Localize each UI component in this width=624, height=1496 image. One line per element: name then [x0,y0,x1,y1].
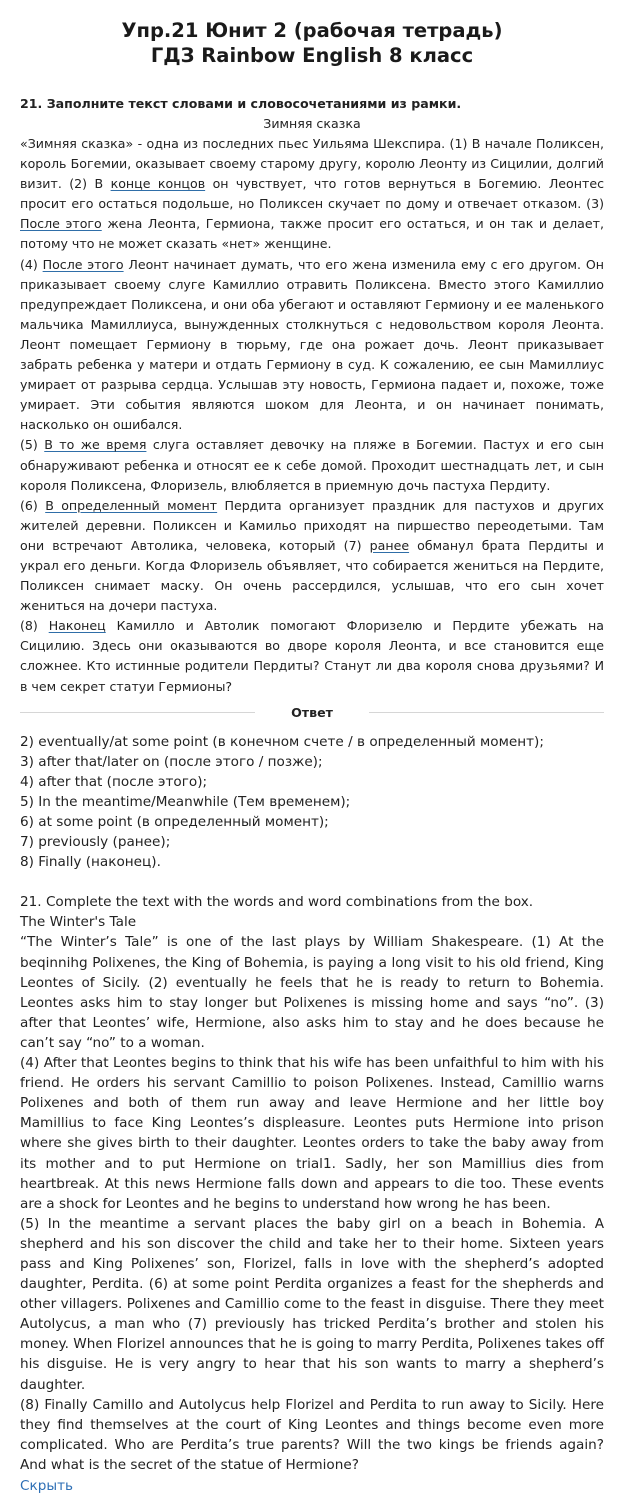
answer-item: 7) previously (ранее); [20,834,171,851]
english-paragraph: (5) In the meantime a servant places the baby girl on a beach in Bohemia. A shepherd and his son discover the child and take her to their home. Sixteen years pass and King Polixenes’ son, Florizel, falls in love with the shepherd’s adopted daughter, Perdita. (6) at some point Perdita organizes a feast for the shepherds and other villagers. Polixenes and Camillio come to the feast in disguise. There they meet Autolycus, a man who (7) previously has tricked Perdita’s brother and stolen his money. When Florizel announces that he is going to marry Perdita, Polixenes takes off his disguise. He is very angry to hear that his son wants to marry a shepherd’s daughter. [20,1215,604,1393]
answer-item: 5) In the meantime/Meanwhile (Тем временем); [20,793,351,810]
text-segment: «Зимняя сказка» - одна из последних пьес Уильяма Шекспира. (1) В начале Поликсен, король Богемии, оказывает своему старому другу, королю Леонту из Сицилии, долгий визит. (2) В [20,136,604,192]
text-segment: (5) [20,437,45,453]
filled-word: После этого [20,216,102,232]
page-title-line-2: ГДЗ Rainbow English 8 класс [150,44,474,67]
exercise-paragraph [20,134,604,255]
divider-line-left [20,712,255,713]
answer-item: 4) after that (после этого); [20,773,208,790]
text-segment: Пердита организует праздник для пастухов и других жителей деревни. Поликсен и Камильо приходят на пиршество переодетыми. Там они встречают Автолика, человека, который (7) [20,497,605,553]
english-subtitle: The Winter's Tale [20,914,137,931]
exercise-heading: 21. Заполните текст словами и словосочетаниями из рамки. [20,96,462,111]
answer-item: 6) at some point (в определенный момент); [20,814,329,830]
english-paragraph: (4) After that Leontes begins to think that his wife has been unfaithful to him with his friend. He orders his servant Camillio to poison Polixenes. Instead, Camillio warns Polixenes and both of them run away and leave Hermione and her little boy Mamillius to face King Leontes’s displeasure. Leontes puts Hermione into prison where she gives birth to their daughter. Leontes orders to take the baby away from its mother and to put Hermione on trial1. Sadly, her son Mamillius dies from heartbreak. At this news Hermione falls down and appears to die too. These events are a shock for Leontes and he begins to understand how wrong he has been. [20,1055,604,1212]
answer-list [20,732,604,873]
page-title [20,18,604,68]
exercise-paragraph [20,616,604,696]
text-segment: жена Леонта, Гермиона, также просит его остаться, и он так и делает, потому что не может сказать «нет» женщине. [20,216,604,252]
answer-label: Ответ [291,704,333,720]
filled-word: ранее [369,537,410,553]
filled-word: В то же время [44,437,147,453]
english-paragraph: (8) Finally Camillo and Autolycus help Florizel and Perdita to run away to Sicily. Here they find themselves at the court of King Leontes and things become even more complicated. Who are Perdita’s true parents? Will the two kings be friends again? And what is the secret of the statue of Hermione? [20,1396,604,1473]
filled-word: Наконец [48,618,106,634]
text-segment: Леонт начинает думать, что его жена изменила ему с его другом. Он приказывает своему слуге Камиллио отравить Поликсена. Вместо этого Камиллио предупреждает Поликсена, и они оба убегают и оставляют Гермиону и ее маленького мальчика Мамиллиуса, вынужденных столкнуться с недовольством короля Леонта. Леонт помещает Гермиону в тюрьму, где она рожает дочь. Леонт приказывает забрать ребенка у матери и отдать Гермиону в суд. К сожалению, ее сын Мамиллиус умирает от разрыва сердца. Услышав эту новость, Гермиона падает и, похоже, тоже умирает. Эти события являются шоком для Леонта, и он начинает понимать, насколько он ошибался. [20,256,604,433]
text-segment: он чувствует, что готов вернуться в Богемию. Леонтес просит его остаться подольше, но Поликсен скучает по дому и отвечает отказом. (3) [20,176,604,212]
text-segment: (4) [20,256,43,272]
page-title-line-1: Упр.21 Юнит 2 (рабочая тетрадь) [121,19,503,42]
english-heading: 21. Complete the text with the words and word combinations from the box. [20,894,534,911]
text-segment: обманул брата Пердиты и украл его деньги. Когда Флоризель объявляет, что собирается жениться на Пердите, Поликсен снимает маску. Он очень рассердился, услышав, что его сын хочет жениться на дочери пастуха. [20,537,604,614]
english-section [20,892,604,1475]
exercise-paragraph [20,435,604,495]
divider-line-right [369,712,604,713]
english-paragraph: “The Winter’s Tale” is one of the last plays by William Shakespeare. (1) At the beqinnihg Polixenes, the King of Bohemia, is paying a long visit to his old friend, King Leontes of Sicily. (2) eventually he feels that he is ready to return to Bohemia. Leontes asks him to stay longer but Polixenes is missing home and says “no”. (3) after that Leontes’ wife, Hermione, also asks him to stay and he does because he can’t say “no” to a woman. [20,934,604,1051]
exercise-paragraph [20,496,604,617]
exercise-paragraph [20,255,604,436]
exercise-subtitle: Зимняя сказка [263,116,361,131]
text-segment: (6) [20,497,46,513]
answer-divider [20,705,604,720]
filled-word: В определенный момент [45,497,218,513]
exercise-text [20,134,604,697]
filled-word: После этого [42,256,124,272]
filled-word: конце концов [110,176,206,192]
text-segment: (8) [20,618,49,634]
text-segment: слуга оставляет девочку на пляже в Богемии. Пастух и его сын обнаруживают ребенка и относят ее к себе домой. Проходит шестнадцать лет, и сын короля Поликсена, Флоризель, влюбляется в приемную дочь пастуха Пердиту. [20,437,604,493]
text-segment: Камилло и Автолик помогают Флоризелю и Пердите убежать на Сицилию. Здесь они оказываются во дворе короля Леонта, и все становится еще сложнее. Кто истинные родители Пердиты? Станут ли два короля снова друзьями? И в чем секрет статуи Гермионы? [20,618,604,694]
answer-item: 8) Finally (наконец). [20,854,161,871]
answer-item: 3) after that/later on (после этого / позже); [20,753,323,770]
answer-item: 2) eventually/at some point (в конечном счете / в определенный момент); [20,733,544,750]
hide-link[interactable]: Скрыть [20,1478,73,1494]
